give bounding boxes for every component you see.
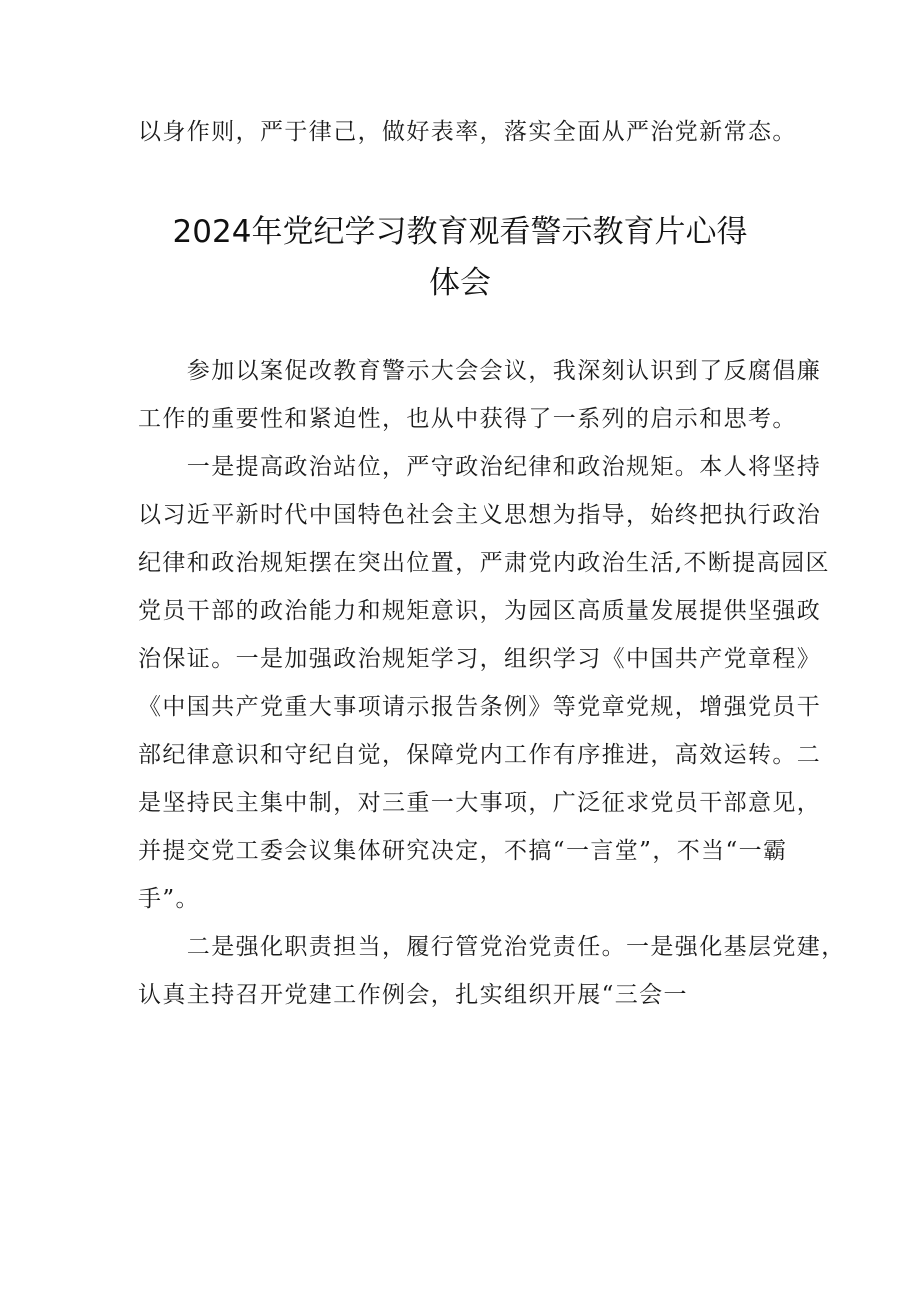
body-line: 工作的重要性和紧迫性，也从中获得了一系列的启示和思考。 xyxy=(138,406,797,432)
document-title-line-1: 2024年党纪学习教育观看警示教育片心得 xyxy=(172,214,748,250)
body-line: 《中国共产党重大事项请示报告条例》等党章党规，增强党员干 xyxy=(138,694,822,720)
body-line: 治保证。一是加强政治规矩学习，组织学习《中国共产党章程》 xyxy=(138,646,822,672)
body-line: 认真主持召开党建工作例会，扎实组织开展“三会一 xyxy=(138,982,688,1008)
body-line: 是坚持民主集中制，对三重一大事项，广泛征求党员干部意见， xyxy=(138,790,822,816)
body-line: 部纪律意识和守纪自觉，保障党内工作有序推进，高效运转。二 xyxy=(138,742,822,768)
body-line: 以习近平新时代中国特色社会主义思想为指导，始终把执行政治 xyxy=(138,502,822,528)
body-line: 二是强化职责担当，履行管党治党责任。一是强化基层党建， xyxy=(138,934,846,960)
carry-over-line: 以身作则，严于律己，做好表率，落实全面从严治党新常态。 xyxy=(138,119,797,145)
body-line: 手”。 xyxy=(138,886,200,912)
body-line: 一是提高政治站位，严守政治纪律和政治规矩。本人将坚持 xyxy=(138,454,822,480)
body-line: 参加以案促改教育警示大会会议，我深刻认识到了反腐倡廉 xyxy=(138,358,822,384)
body-line: 纪律和政治规矩摆在突出位置，严肃党内政治生活,不断提高园区 xyxy=(138,550,830,576)
body-line: 党员干部的政治能力和规矩意识，为园区高质量发展提供坚强政 xyxy=(138,598,822,624)
document-title-line-2: 体会 xyxy=(429,265,491,301)
body-line: 并提交党工委会议集体研究决定，不搞“一言堂”，不当“一霸 xyxy=(138,838,788,864)
